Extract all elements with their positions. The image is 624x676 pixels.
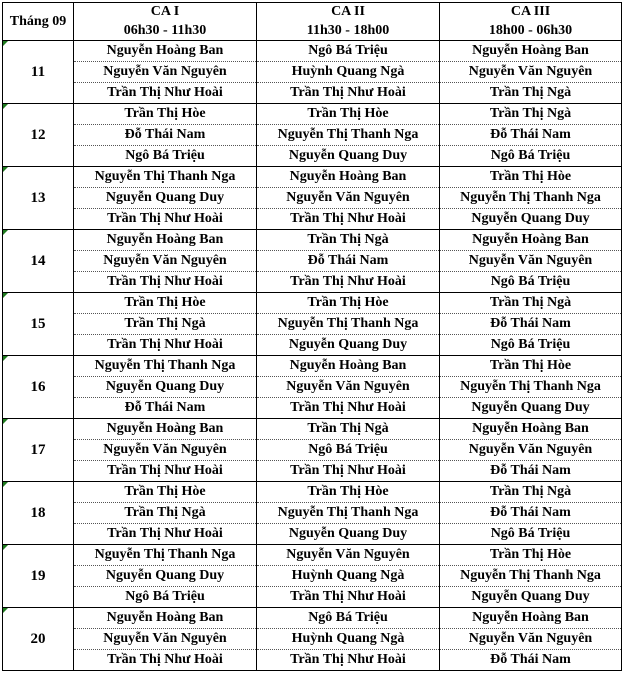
- schedule-body: [3, 41, 622, 671]
- staff-name-cell: Nguyễn Thị Thanh Nga: [74, 356, 257, 377]
- staff-name-cell: Nguyễn Hoàng Ban: [440, 608, 622, 629]
- staff-name-cell: Trần Thị Như Hoài: [257, 587, 440, 608]
- staff-name-cell: Trần Thị Hòe: [440, 356, 622, 377]
- staff-name-cell: Trần Thị Ngà: [257, 419, 440, 440]
- staff-name-cell: Nguyễn Văn Nguyên: [74, 62, 257, 83]
- day-cell: [3, 482, 74, 545]
- staff-name-cell: Nguyễn Thị Thanh Nga: [74, 545, 257, 566]
- staff-name-cell: Nguyễn Quang Duy: [257, 335, 440, 356]
- table-row: [3, 587, 622, 608]
- staff-name-cell: Trần Thị Như Hoài: [74, 335, 257, 356]
- table-row: [3, 209, 622, 230]
- table-row: [3, 125, 622, 146]
- day-cell: [3, 41, 74, 104]
- staff-name-cell: Ngô Bá Triệu: [440, 524, 622, 545]
- cell-marker-icon: [3, 419, 8, 424]
- day-number: 18: [30, 505, 46, 521]
- staff-name-cell: Nguyễn Văn Nguyên: [257, 545, 440, 566]
- table-row: [3, 524, 622, 545]
- staff-name-cell: Nguyễn Quang Duy: [74, 188, 257, 209]
- shift-1-time: 06h30 - 11h30: [74, 21, 257, 41]
- table-row: [3, 251, 622, 272]
- staff-name-cell: Ngô Bá Triệu: [257, 41, 440, 62]
- staff-name-cell: Nguyễn Quang Duy: [440, 398, 622, 419]
- table-row: [3, 167, 622, 188]
- cell-marker-icon: [3, 41, 8, 46]
- staff-name-cell: Nguyễn Hoàng Ban: [440, 41, 622, 62]
- staff-name-cell: Trần Thị Như Hoài: [257, 398, 440, 419]
- day-number: 12: [30, 127, 46, 143]
- day-number: 20: [30, 631, 46, 647]
- staff-name-cell: Trần Thị Như Hoài: [74, 209, 257, 230]
- day-cell: [3, 356, 74, 419]
- staff-name-cell: Nguyễn Hoàng Ban: [257, 356, 440, 377]
- staff-name-cell: Đỗ Thái Nam: [440, 125, 622, 146]
- staff-name-cell: Trần Thị Hòe: [74, 482, 257, 503]
- day-cell: [3, 545, 74, 608]
- staff-name-cell: Nguyễn Hoàng Ban: [440, 419, 622, 440]
- staff-name-cell: Nguyễn Quang Duy: [257, 524, 440, 545]
- staff-name-cell: Ngô Bá Triệu: [257, 440, 440, 461]
- cell-marker-icon: [3, 608, 8, 613]
- staff-name-cell: Trần Thị Ngà: [440, 104, 622, 125]
- staff-name-cell: Nguyễn Hoàng Ban: [440, 230, 622, 251]
- day-number: 11: [30, 64, 46, 80]
- staff-name-cell: Huỳnh Quang Ngà: [257, 629, 440, 650]
- day-cell: [3, 608, 74, 671]
- cell-marker-icon: [3, 545, 8, 550]
- table-row: [3, 356, 622, 377]
- table-row: [3, 83, 622, 104]
- staff-name-cell: Trần Thị Ngà: [440, 293, 622, 314]
- cell-marker-icon: [3, 293, 8, 298]
- staff-name-cell: Nguyễn Hoàng Ban: [74, 608, 257, 629]
- table-row: [3, 41, 622, 62]
- staff-name-cell: Trần Thị Hòe: [257, 482, 440, 503]
- table-row: [3, 377, 622, 398]
- staff-name-cell: Trần Thị Như Hoài: [74, 83, 257, 104]
- shift-3-time: 18h00 - 06h30: [440, 21, 622, 41]
- table-row: [3, 146, 622, 167]
- staff-name-cell: Huỳnh Quang Ngà: [257, 62, 440, 83]
- staff-name-cell: Ngô Bá Triệu: [257, 608, 440, 629]
- schedule-header: [3, 3, 622, 41]
- cell-marker-icon: [3, 482, 8, 487]
- day-number: 15: [30, 316, 46, 332]
- staff-name-cell: Trần Thị Ngà: [440, 83, 622, 104]
- staff-name-cell: Ngô Bá Triệu: [74, 587, 257, 608]
- staff-name-cell: Trần Thị Như Hoài: [257, 650, 440, 671]
- staff-name-cell: Nguyễn Thị Thanh Nga: [257, 125, 440, 146]
- shift-2-time: 11h30 - 18h00: [257, 21, 440, 41]
- staff-name-cell: Đỗ Thái Nam: [440, 461, 622, 482]
- staff-name-cell: Đỗ Thái Nam: [440, 650, 622, 671]
- staff-name-cell: Đỗ Thái Nam: [257, 251, 440, 272]
- table-row: [3, 650, 622, 671]
- staff-name-cell: Nguyễn Văn Nguyên: [74, 440, 257, 461]
- staff-name-cell: Trần Thị Như Hoài: [257, 83, 440, 104]
- cell-marker-icon: [3, 356, 8, 361]
- cell-marker-icon: [3, 167, 8, 172]
- staff-name-cell: Nguyễn Quang Duy: [440, 209, 622, 230]
- staff-name-cell: Nguyễn Hoàng Ban: [74, 230, 257, 251]
- cell-marker-icon: [3, 104, 8, 109]
- table-row: [3, 188, 622, 209]
- table-row: [3, 545, 622, 566]
- staff-name-cell: Đỗ Thái Nam: [440, 503, 622, 524]
- staff-name-cell: Nguyễn Văn Nguyên: [257, 377, 440, 398]
- staff-name-cell: Trần Thị Ngà: [257, 230, 440, 251]
- staff-name-cell: Nguyễn Văn Nguyên: [257, 188, 440, 209]
- staff-name-cell: Nguyễn Thị Thanh Nga: [440, 566, 622, 587]
- staff-name-cell: Nguyễn Văn Nguyên: [440, 629, 622, 650]
- staff-name-cell: Trần Thị Như Hoài: [74, 272, 257, 293]
- table-row: [3, 440, 622, 461]
- staff-name-cell: Ngô Bá Triệu: [440, 146, 622, 167]
- staff-name-cell: Ngô Bá Triệu: [440, 335, 622, 356]
- shift-1-name: CA I: [74, 3, 257, 22]
- table-row: [3, 566, 622, 587]
- staff-name-cell: Trần Thị Như Hoài: [257, 272, 440, 293]
- day-number: 14: [30, 253, 46, 269]
- staff-name-cell: Nguyễn Thị Thanh Nga: [440, 377, 622, 398]
- staff-name-cell: Nguyễn Văn Nguyên: [440, 62, 622, 83]
- table-row: [3, 293, 622, 314]
- staff-name-cell: Trần Thị Hòe: [74, 104, 257, 125]
- staff-name-cell: Nguyễn Thị Thanh Nga: [74, 167, 257, 188]
- month-header: Tháng 09: [3, 3, 74, 41]
- table-row: [3, 461, 622, 482]
- staff-name-cell: Trần Thị Hòe: [74, 293, 257, 314]
- table-row: [3, 314, 622, 335]
- table-row: [3, 482, 622, 503]
- day-number: 16: [30, 379, 46, 395]
- staff-name-cell: Nguyễn Văn Nguyên: [74, 629, 257, 650]
- staff-name-cell: Trần Thị Ngà: [440, 482, 622, 503]
- day-cell: [3, 230, 74, 293]
- staff-name-cell: Ngô Bá Triệu: [440, 272, 622, 293]
- staff-name-cell: Trần Thị Như Hoài: [74, 461, 257, 482]
- staff-name-cell: Trần Thị Như Hoài: [257, 461, 440, 482]
- staff-name-cell: Nguyễn Hoàng Ban: [74, 41, 257, 62]
- staff-name-cell: Đỗ Thái Nam: [440, 314, 622, 335]
- table-row: [3, 272, 622, 293]
- staff-name-cell: Ngô Bá Triệu: [74, 146, 257, 167]
- day-number: 13: [30, 190, 46, 206]
- staff-name-cell: Huỳnh Quang Ngà: [257, 566, 440, 587]
- day-number: 17: [30, 442, 46, 458]
- shift-3-name: CA III: [440, 3, 622, 22]
- table-row: [3, 629, 622, 650]
- staff-name-cell: Nguyễn Văn Nguyên: [440, 440, 622, 461]
- staff-name-cell: Nguyễn Hoàng Ban: [257, 167, 440, 188]
- day-cell: [3, 104, 74, 167]
- staff-name-cell: Trần Thị Như Hoài: [74, 524, 257, 545]
- staff-name-cell: Nguyễn Thị Thanh Nga: [257, 314, 440, 335]
- staff-name-cell: Nguyễn Thị Thanh Nga: [257, 503, 440, 524]
- table-row: [3, 335, 622, 356]
- staff-name-cell: Nguyễn Thị Thanh Nga: [440, 188, 622, 209]
- day-cell: [3, 293, 74, 356]
- shift-2-name: CA II: [257, 3, 440, 22]
- table-row: [3, 104, 622, 125]
- table-row: [3, 419, 622, 440]
- table-row: [3, 62, 622, 83]
- staff-name-cell: Nguyễn Quang Duy: [257, 146, 440, 167]
- staff-name-cell: Trần Thị Ngà: [74, 314, 257, 335]
- staff-name-cell: Trần Thị Hòe: [440, 167, 622, 188]
- table-row: [3, 398, 622, 419]
- staff-name-cell: Trần Thị Như Hoài: [257, 209, 440, 230]
- day-cell: [3, 419, 74, 482]
- staff-name-cell: Nguyễn Hoàng Ban: [74, 419, 257, 440]
- staff-name-cell: Trần Thị Hòe: [257, 293, 440, 314]
- staff-name-cell: Trần Thị Hòe: [257, 104, 440, 125]
- shift-schedule-table: [2, 2, 622, 671]
- staff-name-cell: Nguyễn Văn Nguyên: [74, 251, 257, 272]
- table-row: [3, 503, 622, 524]
- day-number: 19: [30, 568, 46, 584]
- table-row: [3, 230, 622, 251]
- staff-name-cell: Đỗ Thái Nam: [74, 125, 257, 146]
- cell-marker-icon: [3, 230, 8, 235]
- staff-name-cell: Trần Thị Như Hoài: [74, 650, 257, 671]
- staff-name-cell: Trần Thị Ngà: [74, 503, 257, 524]
- day-cell: [3, 167, 74, 230]
- staff-name-cell: Nguyễn Quang Duy: [440, 587, 622, 608]
- table-row: [3, 608, 622, 629]
- staff-name-cell: Nguyễn Văn Nguyên: [440, 251, 622, 272]
- staff-name-cell: Đỗ Thái Nam: [74, 398, 257, 419]
- staff-name-cell: Nguyễn Quang Duy: [74, 566, 257, 587]
- staff-name-cell: Trần Thị Hòe: [440, 545, 622, 566]
- staff-name-cell: Nguyễn Quang Duy: [74, 377, 257, 398]
